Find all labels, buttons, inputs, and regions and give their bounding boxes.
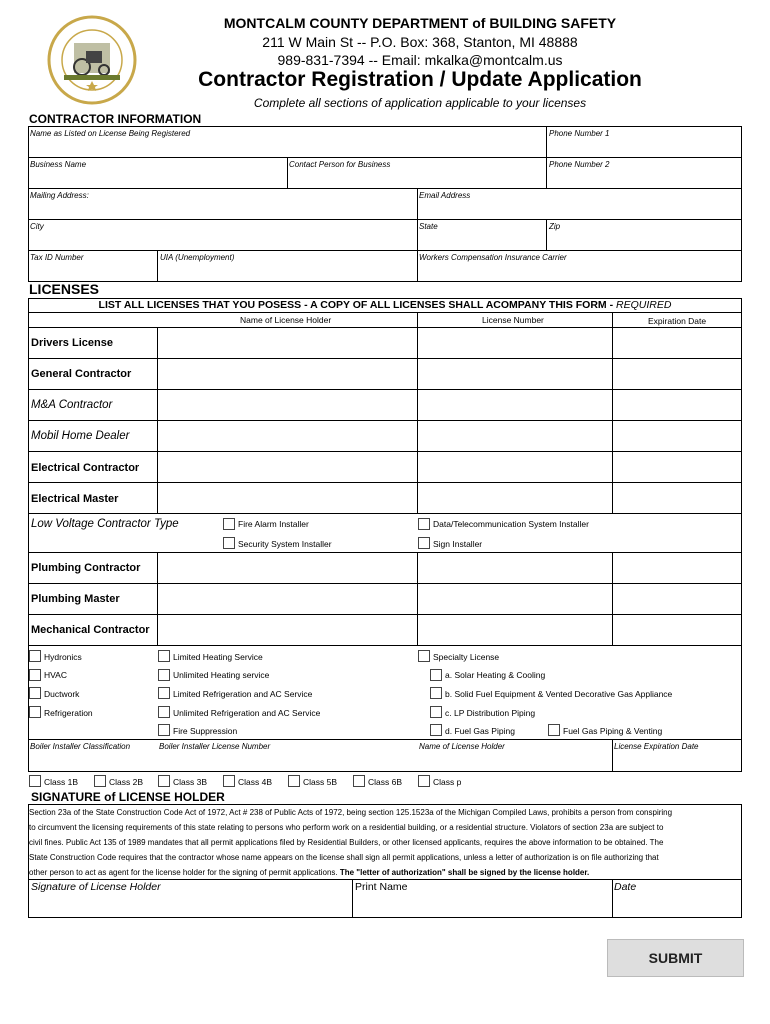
hvac-label: HVAC bbox=[44, 670, 67, 680]
class-2b-checkbox[interactable] bbox=[94, 775, 106, 787]
class-p-checkbox[interactable] bbox=[418, 775, 430, 787]
legal-line-2: to circumvent the licensing requirements of this state relating to persons who perform work on a residential building, or a residential structure. Violators of section 23a are subject to bbox=[29, 823, 664, 832]
uia-field-label: UIA (Unemployment) bbox=[160, 253, 235, 262]
specialty-label: Specialty License bbox=[433, 652, 500, 662]
col-expiration-header: Expiration Date bbox=[648, 316, 707, 326]
signature-heading: SIGNATURE of LICENSE HOLDER bbox=[31, 790, 225, 804]
unlimited-heating-label: Unlimited Heating service bbox=[173, 670, 270, 680]
legal-line-1: Section 23a of the State Construction Code Act of 1972, Act # 238 of Public Acts of 1972, being section 125.1523a of the Michigan Compiled Laws, prohibits a person from conspiring bbox=[29, 808, 673, 817]
boiler-class-label: Boiler Installer Classification bbox=[30, 742, 131, 751]
specialty-checkbox[interactable] bbox=[418, 650, 430, 662]
contractor-info-heading: CONTRACTOR INFORMATION bbox=[29, 112, 202, 126]
security-checkbox[interactable] bbox=[223, 537, 235, 549]
contact-field-label: Contact Person for Business bbox=[289, 160, 391, 169]
general-contractor-label: General Contractor bbox=[31, 368, 132, 380]
fuel-venting-label: Fuel Gas Piping & Venting bbox=[563, 726, 663, 736]
drivers-holder-field[interactable] bbox=[158, 328, 416, 357]
ma-contractor-label: M&A Contractor bbox=[31, 399, 113, 411]
name-field[interactable] bbox=[29, 138, 545, 156]
mechanical-contractor-label: Mechanical Contractor bbox=[31, 624, 150, 636]
unlimited-refrig-label: Unlimited Refrigeration and AC Service bbox=[173, 708, 321, 718]
low-voltage-label: Low Voltage Contractor Type bbox=[31, 518, 179, 530]
state-field-label: State bbox=[419, 222, 438, 231]
authorization-note: The "letter of authorization" shall be signed by the license holder. bbox=[339, 868, 590, 877]
ductwork-label: Ductwork bbox=[44, 689, 80, 699]
signature-field[interactable] bbox=[29, 894, 351, 917]
boiler-number-label: Boiler Installer License Number bbox=[159, 742, 271, 751]
hydronics-label: Hydronics bbox=[44, 652, 82, 662]
state-field[interactable] bbox=[418, 231, 545, 249]
drivers-number-field[interactable] bbox=[418, 328, 611, 357]
limited-refrig-checkbox[interactable] bbox=[158, 687, 170, 699]
mobile-home-label: Mobil Home Dealer bbox=[31, 430, 130, 442]
county-seal bbox=[44, 15, 140, 105]
drivers-license-label: Drivers License bbox=[31, 337, 113, 349]
spec-c-checkbox[interactable] bbox=[430, 706, 442, 718]
city-field[interactable] bbox=[29, 231, 416, 249]
class-4b-checkbox[interactable] bbox=[223, 775, 235, 787]
boiler-expiration-field[interactable] bbox=[613, 752, 741, 770]
class-p-label: Class p bbox=[433, 777, 462, 787]
phone2-field-label: Phone Number 2 bbox=[549, 160, 610, 169]
print-name-label: Print Name bbox=[355, 881, 408, 893]
business-field-label: Business Name bbox=[30, 160, 87, 169]
class-1b-label: Class 1B bbox=[44, 777, 79, 787]
hydronics-checkbox[interactable] bbox=[29, 650, 41, 662]
mailing-field-label: Mailing Address: bbox=[30, 191, 89, 200]
drivers-expiration-field[interactable] bbox=[613, 328, 741, 357]
spec-c-label: c. LP Distribution Piping bbox=[445, 708, 536, 718]
unlimited-heating-checkbox[interactable] bbox=[158, 669, 170, 681]
plumbing-contractor-label: Plumbing Contractor bbox=[31, 562, 141, 574]
electrical-master-label: Electrical Master bbox=[31, 493, 119, 505]
hvac-checkbox[interactable] bbox=[29, 669, 41, 681]
col-number-header: License Number bbox=[482, 315, 544, 325]
spec-b-checkbox[interactable] bbox=[430, 687, 442, 699]
business-field[interactable] bbox=[29, 169, 286, 187]
unlimited-refrig-checkbox[interactable] bbox=[158, 706, 170, 718]
security-label: Security System Installer bbox=[238, 539, 332, 549]
legal-line-4: State Construction Code requires that the contractor whose name appears on the license shall sign all permit applications, unless a letter of authorization is on file authorizing that bbox=[29, 853, 659, 862]
contact-field[interactable] bbox=[288, 169, 545, 187]
fire-suppression-checkbox[interactable] bbox=[158, 724, 170, 736]
legal-line-3: civil fines. Public Act 135 of 1989 mandates that all permit applications filed by Residential Builders, or other licensed applicants, requires the above information to be obtained. The bbox=[29, 838, 664, 847]
submit-button[interactable]: SUBMIT bbox=[607, 939, 744, 977]
date-field[interactable] bbox=[613, 894, 741, 917]
fire-alarm-label: Fire Alarm Installer bbox=[238, 519, 309, 529]
plumbing-master-label: Plumbing Master bbox=[31, 593, 120, 605]
phone1-field[interactable] bbox=[547, 138, 741, 156]
email-field[interactable] bbox=[418, 200, 741, 218]
boiler-holder-field[interactable] bbox=[418, 752, 611, 770]
spec-d-checkbox[interactable] bbox=[430, 724, 442, 736]
sign-installer-label: Sign Installer bbox=[433, 539, 483, 549]
licenses-table bbox=[28, 298, 742, 772]
refrigeration-label: Refrigeration bbox=[44, 708, 93, 718]
class-4b-label: Class 4B bbox=[238, 777, 273, 787]
licenses-instruction bbox=[28, 299, 742, 311]
limited-heating-label: Limited Heating Service bbox=[173, 652, 263, 662]
print-name-field[interactable] bbox=[353, 894, 611, 917]
spec-a-label: a. Solar Heating & Cooling bbox=[445, 670, 546, 680]
class-1b-checkbox[interactable] bbox=[29, 775, 41, 787]
email-field-label: Email Address bbox=[419, 191, 471, 200]
col-holder-header: Name of License Holder bbox=[240, 315, 332, 325]
boiler-number-field[interactable] bbox=[158, 752, 416, 770]
class-6b-label: Class 6B bbox=[368, 777, 403, 787]
class-3b-label: Class 3B bbox=[173, 777, 208, 787]
fire-suppression-label: Fire Suppression bbox=[173, 726, 238, 736]
fire-alarm-checkbox[interactable] bbox=[223, 518, 235, 530]
class-3b-checkbox[interactable] bbox=[158, 775, 170, 787]
class-2b-label: Class 2B bbox=[109, 777, 144, 787]
legal-line-5-text: other person to act as agent for the license holder for the signing of permit applications. bbox=[29, 868, 340, 877]
fuel-venting-checkbox[interactable] bbox=[548, 724, 560, 736]
name-field-label: Name as Listed on License Being Registered bbox=[30, 129, 191, 138]
workers-comp-field[interactable] bbox=[418, 262, 741, 281]
form-title: Contractor Registration / Update Application bbox=[198, 68, 642, 91]
spec-d-label: d. Fuel Gas Piping bbox=[445, 726, 515, 736]
spec-a-checkbox[interactable] bbox=[430, 669, 442, 681]
city-field-label: City bbox=[30, 222, 44, 231]
zip-field[interactable] bbox=[547, 231, 741, 249]
spec-b-label: b. Solid Fuel Equipment & Vented Decorative Gas Appliance bbox=[445, 689, 673, 699]
uia-field[interactable] bbox=[158, 262, 416, 281]
sign-installer-checkbox[interactable] bbox=[418, 537, 430, 549]
required-note: REQUIRED bbox=[616, 299, 672, 311]
class-6b-checkbox[interactable] bbox=[353, 775, 365, 787]
phone2-field[interactable] bbox=[547, 169, 741, 187]
department-contact: 989-831-7394 -- Email: mkalka@montcalm.us bbox=[277, 52, 563, 68]
ductwork-checkbox[interactable] bbox=[29, 687, 41, 699]
zip-field-label: Zip bbox=[549, 222, 561, 231]
phone1-field-label: Phone Number 1 bbox=[549, 129, 610, 138]
boiler-holder-label: Name of License Holder bbox=[419, 742, 505, 751]
mailing-field[interactable] bbox=[29, 200, 416, 218]
form-subtitle: Complete all sections of application applicable to your licenses bbox=[253, 96, 587, 110]
class-5b-checkbox[interactable] bbox=[288, 775, 300, 787]
electrical-contractor-label: Electrical Contractor bbox=[31, 462, 140, 474]
limited-refrig-label: Limited Refrigeration and AC Service bbox=[173, 689, 313, 699]
licenses-instruction-text: LIST ALL LICENSES THAT YOU POSESS - A COPY OF ALL LICENSES SHALL ACOMPANY THIS FORM - bbox=[98, 299, 617, 311]
licenses-heading: LICENSES bbox=[29, 281, 100, 297]
department-address: 211 W Main St -- P.O. Box: 368, Stanton, MI 48888 bbox=[262, 34, 578, 50]
class-5b-label: Class 5B bbox=[303, 777, 338, 787]
datacomm-checkbox[interactable] bbox=[418, 518, 430, 530]
datacomm-label: Data/Telecommunication System Installer bbox=[433, 519, 589, 529]
boiler-expiration-label: License Expiration Date bbox=[614, 742, 699, 751]
refrigeration-checkbox[interactable] bbox=[29, 706, 41, 718]
tax-id-field[interactable] bbox=[29, 262, 156, 281]
signature-label: Signature of License Holder bbox=[31, 881, 161, 893]
department-name: MONTCALM COUNTY DEPARTMENT of BUILDING SAFETY bbox=[223, 15, 617, 31]
workers-comp-field-label: Workers Compensation Insurance Carrier bbox=[419, 253, 567, 262]
tax-id-field-label: Tax ID Number bbox=[30, 253, 84, 262]
limited-heating-checkbox[interactable] bbox=[158, 650, 170, 662]
date-label: Date bbox=[614, 881, 637, 893]
